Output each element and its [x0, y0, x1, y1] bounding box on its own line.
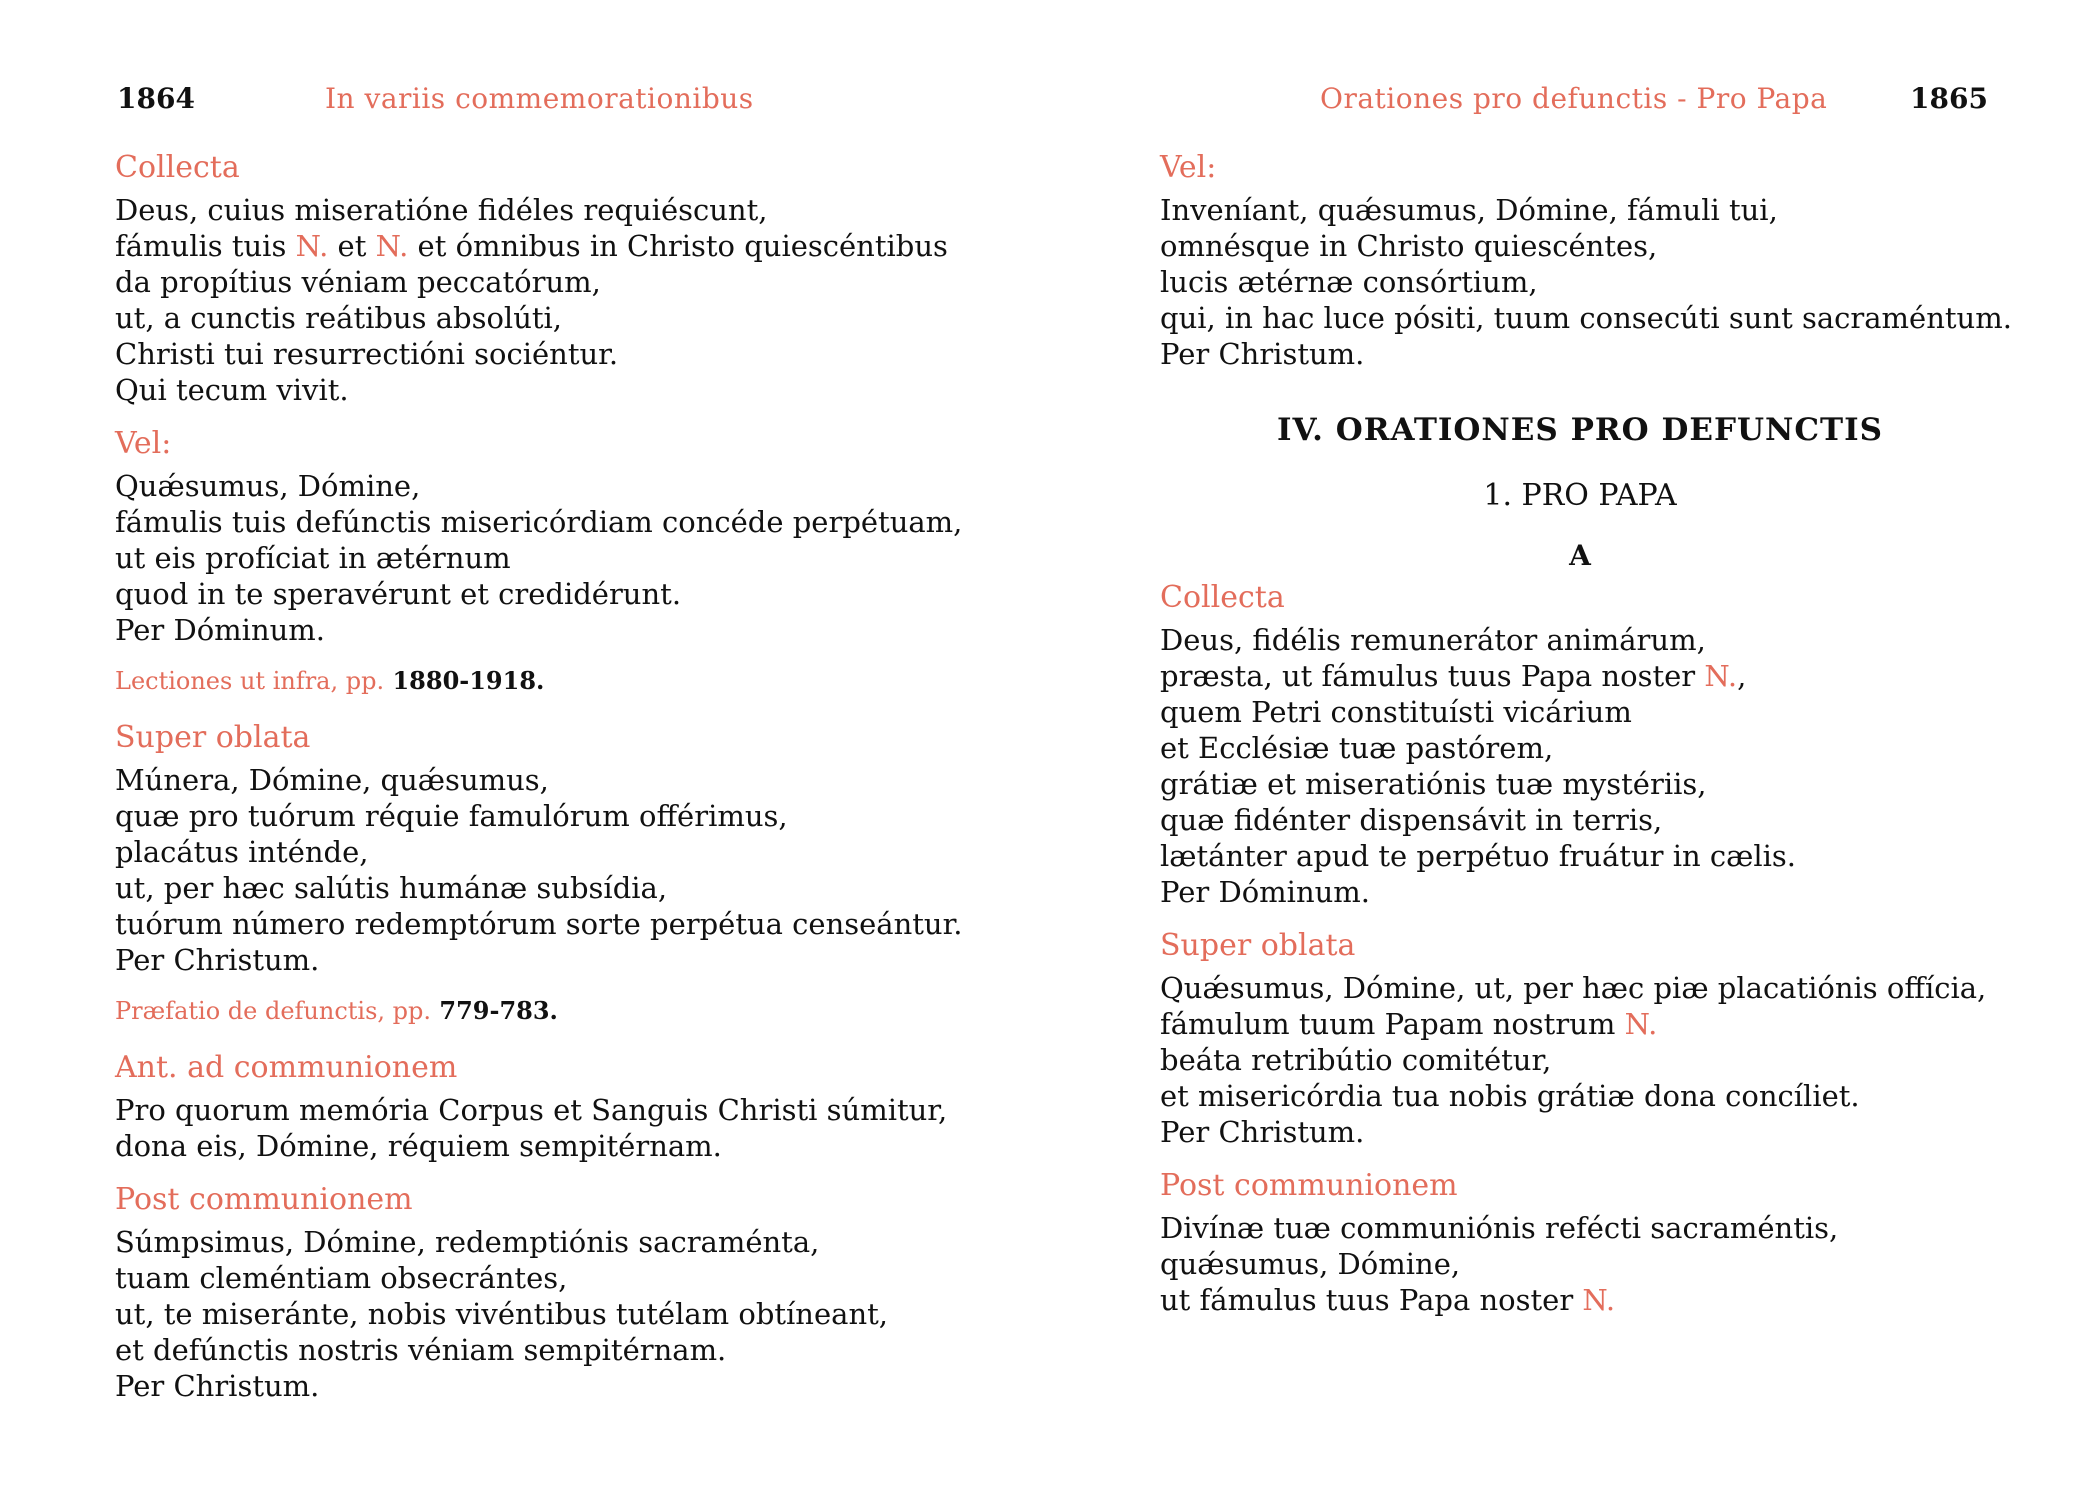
text-line: da propítius véniam peccatórum, [115, 265, 601, 299]
text-line: Deus, fidélis remunerátor animárum, [1160, 623, 1706, 657]
section-heading: Vel: [1160, 150, 1217, 185]
collecta-section [115, 148, 955, 408]
text-line: ut eis profíciat in ætérnum [115, 541, 511, 575]
text-line: grátiæ et miseratiónis tuæ mystériis, [1160, 767, 1707, 801]
note-label: Præfatio de defunctis, pp. [115, 997, 432, 1025]
section-heading: Post communionem [115, 1182, 413, 1217]
text-line: ut, te miseránte, nobis vivéntibus tutélam obtíneant, [115, 1297, 888, 1331]
page-number: 1864 [117, 82, 195, 115]
collecta-section [1160, 578, 2000, 910]
text-line: Per Dóminum. [115, 613, 326, 647]
sub-title: 1. PRO PAPA [1483, 478, 1677, 513]
text-line: Per Christum. [115, 1369, 320, 1403]
section-heading: Super oblata [115, 720, 311, 755]
page-content [1160, 148, 2012, 1334]
note-label: Lectiones ut infra, pp. [115, 667, 385, 695]
name-placeholder: N. [295, 229, 329, 263]
text-segment: et [328, 229, 376, 263]
text-segment: ut fámulus tuus Papa noster [1160, 1283, 1583, 1317]
text-segment: et ómnibus in Christo quiescéntibus [408, 229, 948, 263]
text-segment: præsta, ut fámulus tuus Papa noster [1160, 659, 1705, 693]
text-line: Per Christum. [1160, 1115, 1365, 1149]
vel-section [1160, 148, 2012, 372]
note-pages: 779-783. [431, 996, 558, 1025]
section-title: IV. ORATIONES PRO DEFUNCTIS [1277, 412, 1883, 448]
text-line: dona eis, Dómine, réquiem sempitérnam. [115, 1129, 722, 1163]
page-number: 1865 [1910, 82, 1988, 115]
prayer-text [1160, 622, 2000, 910]
text-line: placátus inténde, [115, 835, 369, 869]
text-line: ut, a cunctis reátibus absolúti, [115, 301, 563, 335]
prayer-text [115, 192, 955, 408]
section-heading: Vel: [115, 426, 172, 461]
section-heading: Ant. ad communionem [115, 1050, 458, 1085]
text-line: fámulis tuis defúnctis misericórdiam concéde perpétuam, [115, 505, 963, 539]
lectiones-note [115, 664, 955, 698]
text-line: quod in te speravérunt et credidérunt. [115, 577, 682, 611]
note-pages: 1880-1918. [384, 666, 545, 695]
text-line: Múnera, Dómine, quǽsumus, [115, 763, 549, 797]
vel-section [115, 424, 963, 648]
text-line: Christi tui resurrectióni sociéntur. [115, 337, 619, 371]
text-line: Per Dóminum. [1160, 875, 1371, 909]
text-segment: , [1737, 659, 1747, 693]
text-segment: fámulis tuis [115, 229, 296, 263]
text-line: beáta retribútio comitétur, [1160, 1043, 1552, 1077]
praefatio-note [115, 994, 955, 1028]
text-line: Quǽsumus, Dómine, ut, per hæc piæ placatiónis offícia, [1160, 971, 1987, 1005]
running-head [115, 82, 955, 122]
text-line: Súmpsimus, Dómine, redemptiónis sacraménta, [115, 1225, 820, 1259]
text-line: Per Christum. [1160, 337, 1365, 371]
ant-communionem-section [115, 1048, 955, 1164]
prayer-text [115, 468, 963, 648]
super-oblata-section [1160, 926, 2000, 1150]
section-heading: Collecta [115, 150, 240, 185]
text-line: et misericórdia tua nobis grátiæ dona concíliet. [1160, 1079, 1860, 1113]
text-line: quǽsumus, Dómine, [1160, 1247, 1461, 1281]
text-line: quæ fidénter dispensávit in terris, [1160, 803, 1663, 837]
right-page [1160, 0, 2012, 1500]
name-placeholder: N. [1582, 1283, 1616, 1317]
text-line: Deus, cuius miseratióne fidéles requiéscunt, [115, 193, 768, 227]
text-line: Qui tecum vivit. [115, 373, 349, 407]
text-line [1160, 658, 2000, 694]
post-communionem-section [1160, 1166, 2000, 1318]
section-heading: Post communionem [1160, 1168, 1458, 1203]
left-page [115, 0, 963, 1500]
name-placeholder: N. [375, 229, 409, 263]
super-oblata-section [115, 718, 963, 978]
text-line [1160, 1282, 2000, 1318]
prayer-text [115, 1224, 955, 1404]
text-line [115, 228, 955, 264]
section-heading: Collecta [1160, 580, 1285, 615]
text-line [1160, 1006, 2000, 1042]
running-head [1160, 82, 2000, 122]
form-letter: A [1569, 539, 1591, 572]
post-communionem-section [115, 1180, 955, 1404]
text-line: Quǽsumus, Dómine, [115, 469, 421, 503]
name-placeholder: N. [1624, 1007, 1658, 1041]
text-line: quem Petri constituísti vicárium [1160, 695, 1632, 729]
name-placeholder: N. [1704, 659, 1738, 693]
text-line: ut, per hæc salútis humánæ subsídia, [115, 871, 668, 905]
text-line: Divínæ tuæ communiónis refécti sacraméntis, [1160, 1211, 1839, 1245]
text-line: et Ecclésiæ tuæ pastórem, [1160, 731, 1554, 765]
prayer-text [1160, 970, 2000, 1150]
text-line: omnésque in Christo quiescéntes, [1160, 229, 1658, 263]
section-heading: Super oblata [1160, 928, 1356, 963]
prayer-text [1160, 1210, 2000, 1318]
prayer-text [115, 762, 963, 978]
text-line: lætánter apud te perpétuo fruátur in cælis. [1160, 839, 1797, 873]
running-head-title: In variis commemorationibus [325, 82, 754, 115]
text-segment: fámulum tuum Papam nostrum [1160, 1007, 1625, 1041]
prayer-text [115, 1092, 955, 1164]
text-line: Per Christum. [115, 943, 320, 977]
text-line: tuam cleméntiam obsecrántes, [115, 1261, 568, 1295]
text-line: tuórum número redemptórum sorte perpétua censeántur. [115, 907, 963, 941]
text-line: qui, in hac luce pósiti, tuum consecúti sunt sacraméntum. [1160, 301, 2012, 335]
text-line: Pro quorum memória Corpus et Sanguis Christi súmitur, [115, 1093, 948, 1127]
text-line: Inveníant, quǽsumus, Dómine, fámuli tui, [1160, 193, 1778, 227]
text-line: quæ pro tuórum réquie famulórum offérimus, [115, 799, 788, 833]
text-line: et defúnctis nostris véniam sempitérnam. [115, 1333, 727, 1367]
page-content [115, 148, 963, 1420]
running-head-title: Orationes pro defunctis - Pro Papa [1320, 82, 1828, 115]
prayer-text [1160, 192, 2012, 372]
text-line: lucis ætérnæ consórtium, [1160, 265, 1538, 299]
